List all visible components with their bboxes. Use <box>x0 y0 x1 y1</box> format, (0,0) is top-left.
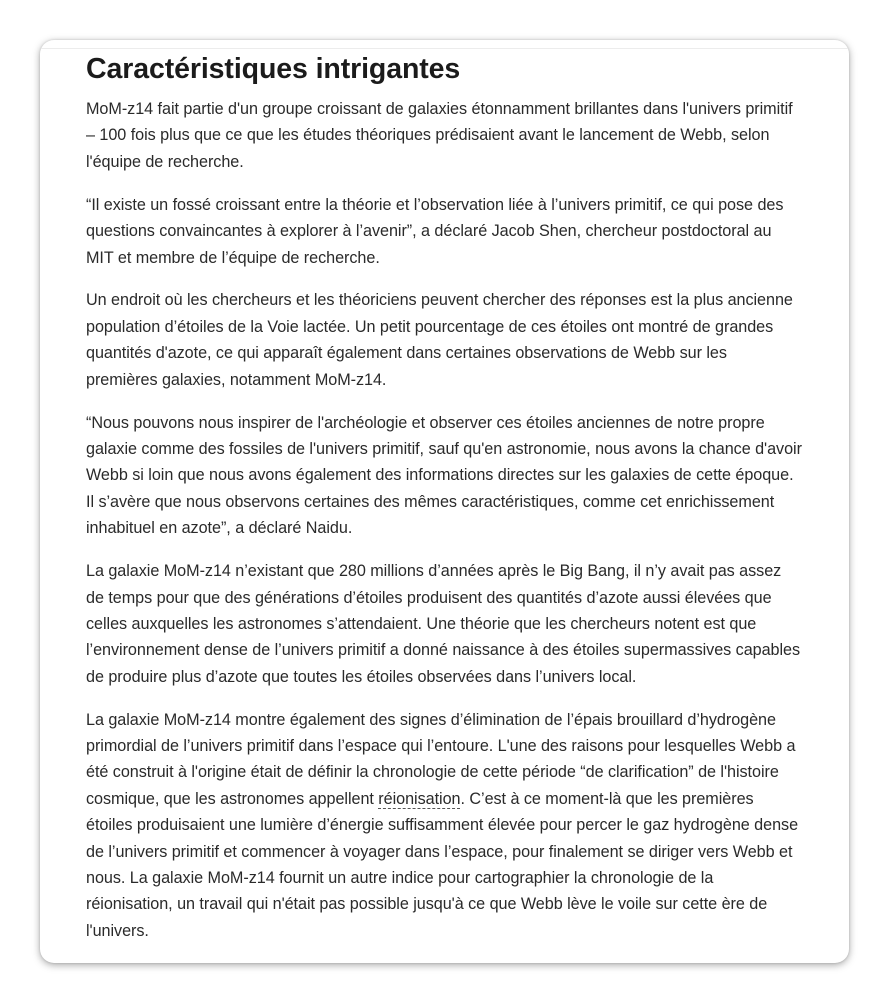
paragraph-5: La galaxie MoM-z14 n’existant que 280 millions d’années après le Big Bang, il n’y avait pas assez de temps pour que des générations d’étoiles produisent des quantités d’azote aussi élevées que celles auxquelles les astronomes s’attendaient. Une théorie que les chercheurs notent est que l’environnement dense de l’univers primitif a donné naissance à des étoiles supermassives capables de produire plus d’azote que toutes les étoiles observées dans l’univers local. <box>86 562 801 686</box>
paragraph-3: Un endroit où les chercheurs et les théoriciens peuvent chercher des réponses est la plus ancienne population d’étoiles de la Voie lactée. Un petit pourcentage de ces étoiles ont montré de grandes quantités d'azote, ce qui apparaît également dans certaines observations de Webb sur les premières galaxies, notamment MoM-z14. <box>86 291 793 389</box>
paragraph-6-text-before: La galaxie MoM-z14 montre également des signes d’élimination de l’épais brouillard d’hydrogène primordial de l’univers primitif dans l’espace qui l’entoure. L'une des raisons pour lesquelles Webb a été construit à l'origine était de définir la chronologie de cette période “de clarification” de l'histoire cosmique, que les astronomes appellent <box>86 710 796 808</box>
paragraph-6-text-after: . C’est à ce moment-là que les premières étoiles produisaient une lumière d’énergie suffisamment élevée pour percer le gaz hydrogène dense de l’univers primitif et commencer à voyager dans l’espace, pour finalement se diriger vers Webb et nous. La galaxie MoM-z14 fournit un autre indice pour cartographier la chronologie de la réionisation, un travail qui n'était pas possible jusqu'à ce que Webb lève le voile sur cette ère de l'univers. <box>86 789 799 940</box>
paragraph-6 <box>86 707 802 945</box>
reionisation-glossary-link[interactable]: réionisation <box>378 789 461 808</box>
article-card <box>40 40 849 963</box>
section-heading: Caractéristiques intrigantes <box>86 53 461 85</box>
article-content <box>86 50 802 961</box>
paragraph-2-quote-shen: “Il existe un fossé croissant entre la théorie et l’observation liée à l’univers primitif, ce qui pose des questions convaincantes à explorer à l’avenir”, a déclaré Jacob Shen, chercheur postdoctoral au MIT et membre de l’équipe de recherche. <box>86 195 784 267</box>
card-top-divider <box>40 48 849 49</box>
paragraph-1: MoM-z14 fait partie d'un groupe croissant de galaxies étonnamment brillantes dans l'univers primitif – 100 fois plus que ce que les études théoriques prédisaient avant le lancement de Webb, selon l'équipe de recherche. <box>86 100 793 171</box>
paragraph-4-quote-naidu: “Nous pouvons nous inspirer de l'archéologie et observer ces étoiles anciennes de notre propre galaxie comme des fossiles de l'univers primitif, sauf qu'en astronomie, nous avons la chance d'avoir Webb si loin que nous avons également des informations directes sur les galaxies de cette époque. Il s’avère que nous observons certaines des mêmes caractéristiques, comme cet enrichissement inhabituel en azote”, a déclaré Naidu. <box>86 413 802 538</box>
